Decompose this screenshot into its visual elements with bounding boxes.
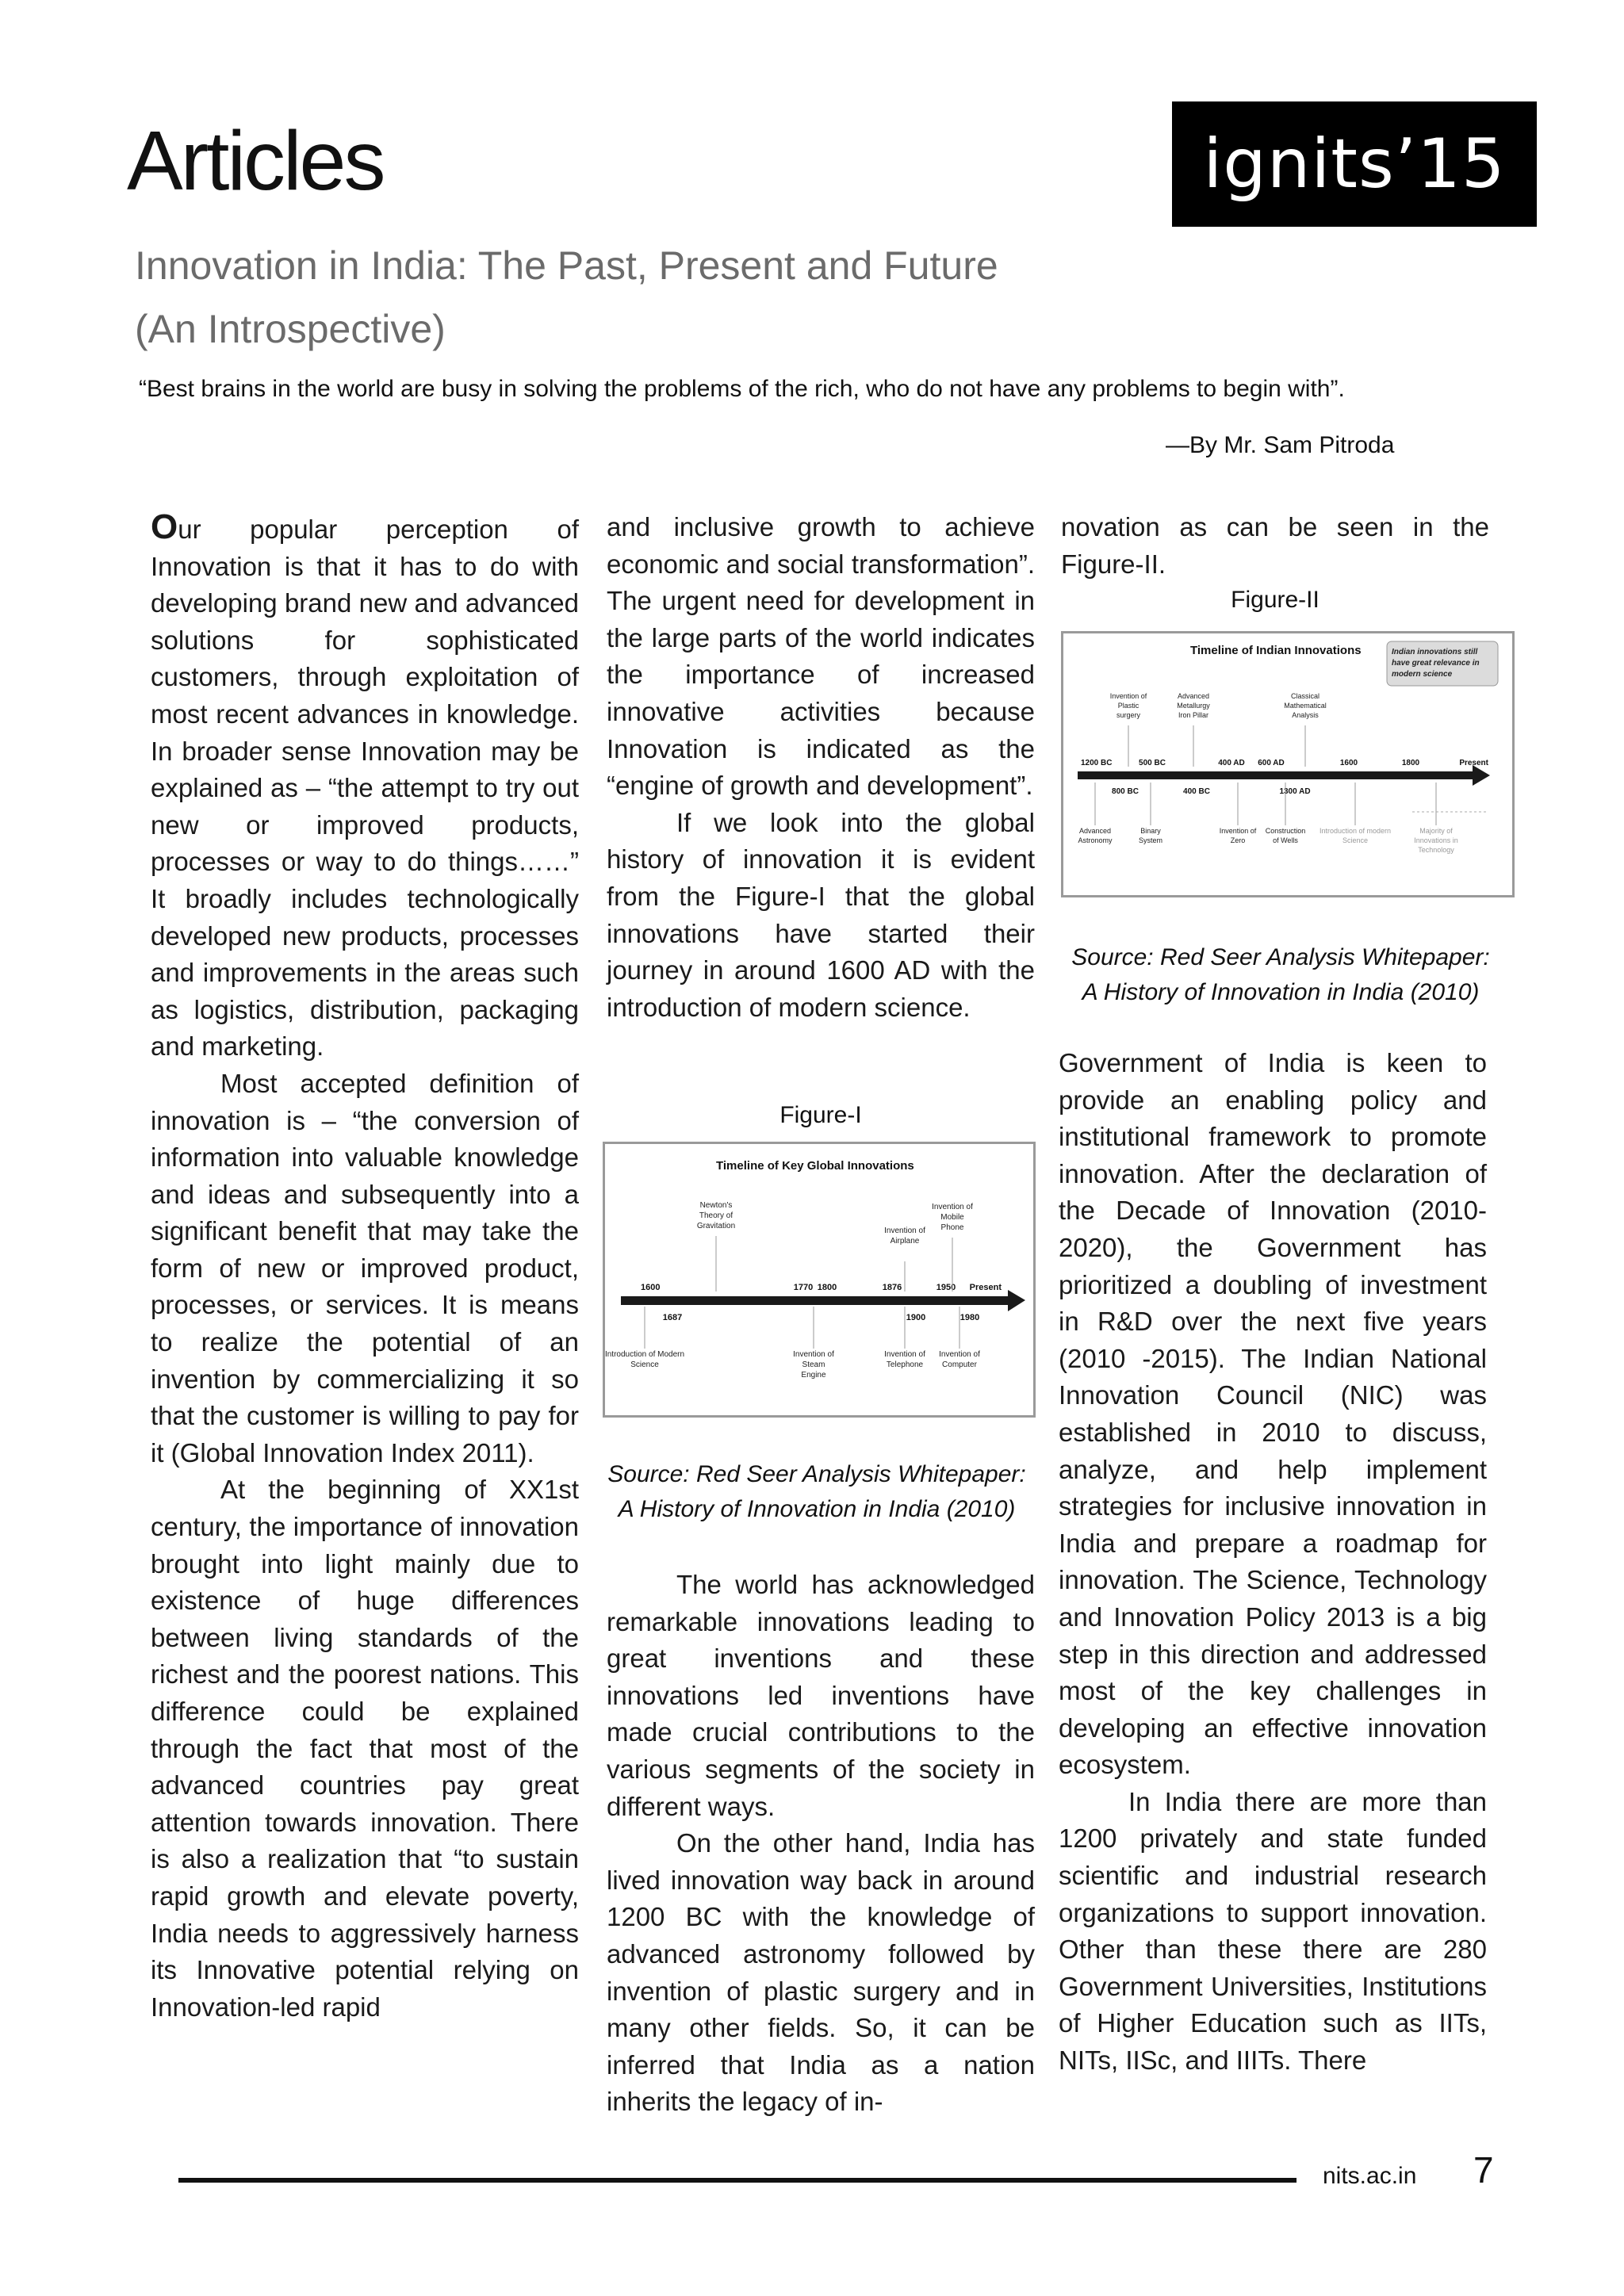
tick-label: 1900 [906, 1313, 926, 1322]
text-column-3-continued [1059, 1045, 1487, 2080]
paragraph: Most accepted definition of innovation is – “the conversion of information into valuable knowledge and ideas and subsequently into a significant benefit that may take the form of new or improved product, processes, or services. It is means to realize the potential of an invention by commercializing it so that the customer is willing to pay for it (Global Innovation Index 2011). [151, 1068, 579, 1468]
source-line: A History of Innovation in India (2010) [1082, 979, 1480, 1005]
paragraph: Government of India is keen to provide an enabling policy and institutional framework to promote innovation. After the declaration of the Decade of Innovation (2010-2020), the Government has prioritized a doubling of investment in R&D over the next five years (2010 -2015). The Indian National Innovation Council (NIC) was established in 2010 to discuss, analyze, and help implement strategies for inclusive innovation in India and prepare a roadmap for innovation. The Science, Technology and Innovation Policy 2013 is a big step in this direction and addressed most of the key challenges in developing an effective innovation ecosystem. [1059, 1048, 1487, 1780]
timeline-bar [621, 1296, 1009, 1305]
timeline-arrow [1473, 765, 1490, 786]
source-line: Source: Red Seer Analysis Whitepaper: [1071, 944, 1490, 970]
paragraph: and inclusive growth to achieve economic and social transformation”. The urgent need for development in the large parts of the world indicates the importance of increased innovative activities because Innovation is indicated as the “engine of growth and development”. [607, 512, 1035, 801]
brand-text: ignits’15 [1203, 124, 1506, 204]
figure-2-label: Figure-II [1231, 587, 1320, 613]
article-title-line2: (An Introspective) [135, 307, 446, 351]
event-label: Classical Mathematical Analysis [1284, 692, 1327, 719]
event-label: Introduction of Modern Science [605, 1350, 685, 1369]
tick-label: 400 AD [1218, 759, 1245, 767]
tick-label: 400 BC [1183, 787, 1210, 796]
tick-label: 1600 [1339, 759, 1358, 767]
timeline-chart [1063, 633, 1512, 895]
paragraph: If we look into the global history of innovation it is evident from the Figure-I that the global innovations have started their journey in around 1600 AD with the introduction of modern science. [607, 807, 1035, 1022]
text-column-2 [607, 509, 1035, 1026]
event-label: Invention of Computer [939, 1350, 980, 1369]
section-heading: Articles [127, 114, 384, 208]
chart-title: Timeline of Indian Innovations [1190, 644, 1362, 657]
event-label: Invention of Zero [1219, 827, 1257, 844]
footer-site: nits.ac.in [1323, 2163, 1417, 2189]
page-number: 7 [1473, 2149, 1494, 2191]
figure-1-label: Figure-I [779, 1102, 862, 1128]
article-title-line1: Innovation in India: The Past, Present and Future [135, 243, 998, 288]
tick-label: Present [1459, 759, 1488, 767]
event-label: Invention of Telephone [884, 1350, 925, 1369]
brand-badge [1172, 101, 1537, 227]
event-label: Invention of Mobile Phone [932, 1203, 973, 1232]
event-label: Advanced Metallurgy Iron Pillar [1177, 692, 1210, 719]
timeline-arrow [1008, 1290, 1025, 1311]
source-line: Source: Red Seer Analysis Whitepaper: [607, 1461, 1026, 1487]
tick-label: 1200 BC [1081, 759, 1113, 767]
chart-title: Timeline of Key Global Innovations [716, 1159, 914, 1173]
tick-label: Present [969, 1283, 1002, 1292]
event-label: Invention of Steam Engine [793, 1350, 834, 1380]
tick-label: 1300 AD [1279, 787, 1311, 796]
tick-label: 1950 [936, 1283, 956, 1292]
text-column-2-continued [607, 1567, 1035, 2121]
paragraph: novation as can be seen in the Figure-II. [1061, 512, 1489, 579]
tick-label: 1770 [793, 1283, 814, 1292]
tick-label: 600 AD [1258, 759, 1285, 767]
tick-label: 1687 [662, 1313, 683, 1322]
event-label: Construction of Wells [1265, 827, 1306, 844]
text-column-1 [151, 509, 579, 2026]
footer-rule [178, 2178, 1297, 2183]
paragraph: On the other hand, India has lived innovation way back in around 1200 BC with the knowledge of advanced astronomy followed by invention of plastic surgery and in many other fields. So, it can be inferred that India as a nation inherits the legacy of in- [607, 1828, 1035, 2117]
epigraph-quote: “Best brains in the world are busy in solving the problems of the rich, who do not have any problems to begin with”. [139, 376, 1345, 402]
paragraph: In India there are more than 1200 privately and state funded scientific and industrial research organizations to support innovation. Other than these there are 280 Government Universities, Institutions of Higher Education such as IITs, NITs, IISc, and IIITs. There [1059, 1786, 1487, 2076]
figure-2-source [1055, 940, 1507, 1010]
event-label: Advanced Astronomy [1078, 827, 1113, 844]
paragraph-text: ur popular perception of Innovation is that it has to do with developing brand new and advanced solutions for sophisticated customers, through exploitation of most recent advances in knowledge. In broader sense Innovation may be explained as – “the attempt to try out new or improved products, processes or way to do things……” It broadly includes technologically developed new products, processes and improvements in the areas such as logistics, distribution, packaging and marketing. [151, 515, 579, 1062]
tick-label: 1800 [1401, 759, 1420, 767]
paragraph: At the beginning of XX1st century, the importance of innovation brought into light mainly due to existence of huge differences between living standards of the richest and the poorest nations. This difference could be explained through the fact that most of the advanced countries pay great attention towards innovation. There is also a realization that “to sustain rapid growth and elevate poverty, India needs to aggressively harness its Innovative potential relying on Innovation-led rapid [151, 1475, 579, 2022]
tick-label: 500 BC [1139, 759, 1166, 767]
timeline-chart [605, 1144, 1033, 1415]
figure-1-timeline [603, 1142, 1036, 1418]
paragraph: The world has acknowledged remarkable innovations leading to great inventions and these innovations led inventions have made crucial contributions to the various segments of the society in different ways. [607, 1570, 1035, 1821]
event-label: Binary System [1138, 827, 1163, 844]
text-column-3 [1061, 509, 1489, 583]
figure-2-timeline [1061, 631, 1515, 897]
event-label: Newton's Theory of Gravitation [696, 1201, 736, 1230]
tick-label: 1980 [959, 1313, 980, 1322]
source-line: A History of Innovation in India (2010) [618, 1496, 1016, 1522]
tick-label: 1800 [817, 1283, 837, 1292]
timeline-bar [1078, 771, 1474, 779]
event-label: Invention of Airplane [884, 1226, 925, 1246]
paragraph [151, 509, 579, 1066]
figure-1-source [599, 1457, 1035, 1527]
tick-label: 1600 [641, 1283, 661, 1292]
tick-label: 1876 [882, 1283, 902, 1292]
note-text: Indian innovations still have great relevance in modern science [1392, 648, 1480, 679]
event-label: Majority of Innovations in Technology [1414, 827, 1458, 854]
byline: —By Mr. Sam Pitroda [1166, 432, 1395, 458]
event-label: Introduction of modern Science [1319, 827, 1392, 844]
event-label: Invention of Plastic surgery [1109, 692, 1147, 719]
drop-cap: O [151, 507, 178, 546]
tick-label: 800 BC [1112, 787, 1139, 796]
